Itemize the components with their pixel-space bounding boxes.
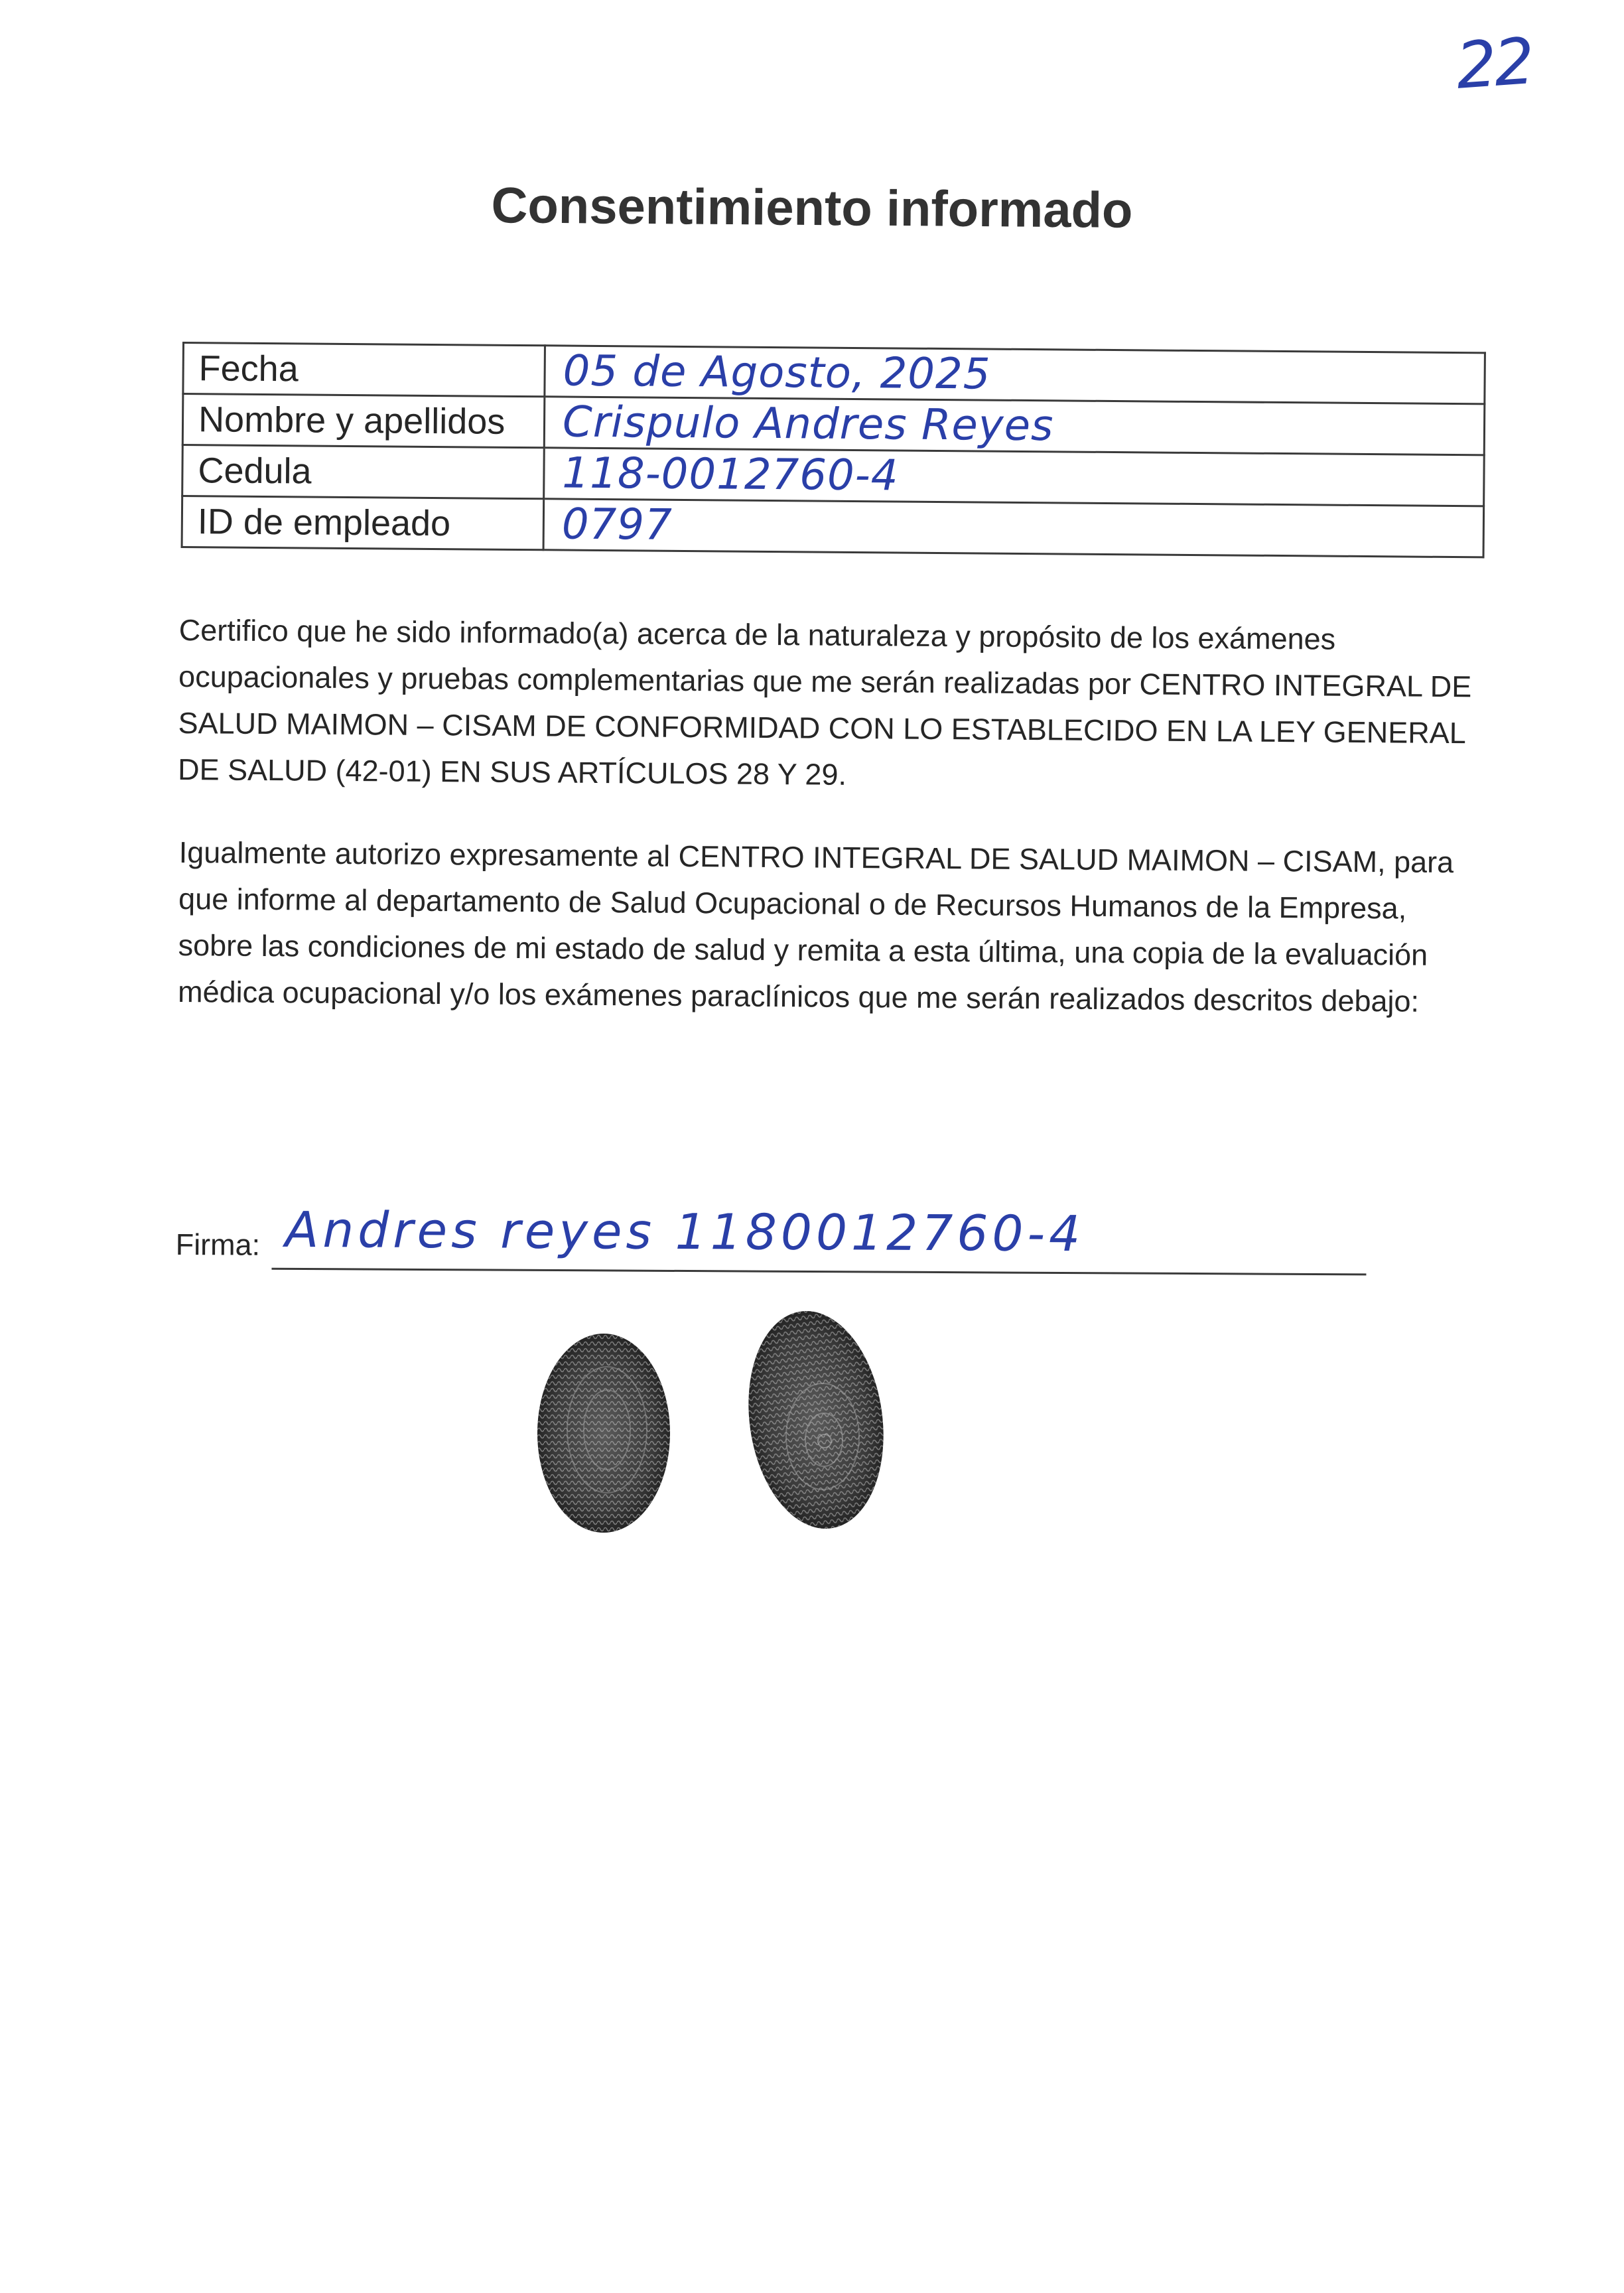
personal-info-table [181, 342, 1486, 558]
value-cedula: 118-0012760-4 [544, 448, 1485, 506]
page-title: Consentimiento informado [491, 177, 1133, 239]
label-cedula: Cedula [182, 445, 545, 499]
label-fecha: Fecha [183, 343, 545, 397]
paragraph-text: Certifico que he sido informado(a) acerca de la naturaleza y propósito de los exámenes ocupacionales y pruebas complementarias que me serán realizadas por CENTRO INTEGRAL DE SALUD MAIMON – CISAM DE CONFORMIDAD CON LO ESTABLECIDO EN LA LEY GENERAL DE SALUD (42-01) EN SUS ARTÍCULOS 28 Y 29. [177, 612, 1472, 792]
handwritten-signature: Andres reyes 1180012760-4 [285, 1201, 1085, 1263]
label-nombre: Nombre y apellidos [182, 394, 545, 448]
signature-row [175, 1201, 1204, 1279]
fingerprints [517, 1294, 915, 1559]
consent-paragraph-2 [178, 829, 1489, 1026]
firma-label: Firma: [175, 1227, 261, 1262]
table-row-id-empleado [182, 496, 1484, 557]
page-number: 22 [1454, 24, 1534, 104]
right-fingerprint-icon [735, 1302, 897, 1538]
label-id-empleado: ID de empleado [182, 496, 544, 550]
value-fecha: 05 de Agosto, 2025 [545, 346, 1485, 404]
value-nombre: Crispulo Andres Reyes [544, 397, 1485, 455]
paragraph-text: Igualmente autorizo expresamente al CENTRO INTEGRAL DE SALUD MAIMON – CISAM, para que informe al departamento de Salud Ocupacional o de Recursos Humanos de la Empresa, sobre las condiciones de mi estado de salud y remita a esta última, una copia de la evaluación médica ocupacional y/o los exámenes paraclínicos que me serán realizados descritos debajo: [177, 835, 1454, 1018]
left-fingerprint-icon [537, 1334, 670, 1533]
signature-line [271, 1268, 1366, 1276]
value-id-empleado: 0797 [543, 499, 1484, 557]
consent-paragraph-1 [178, 607, 1489, 803]
